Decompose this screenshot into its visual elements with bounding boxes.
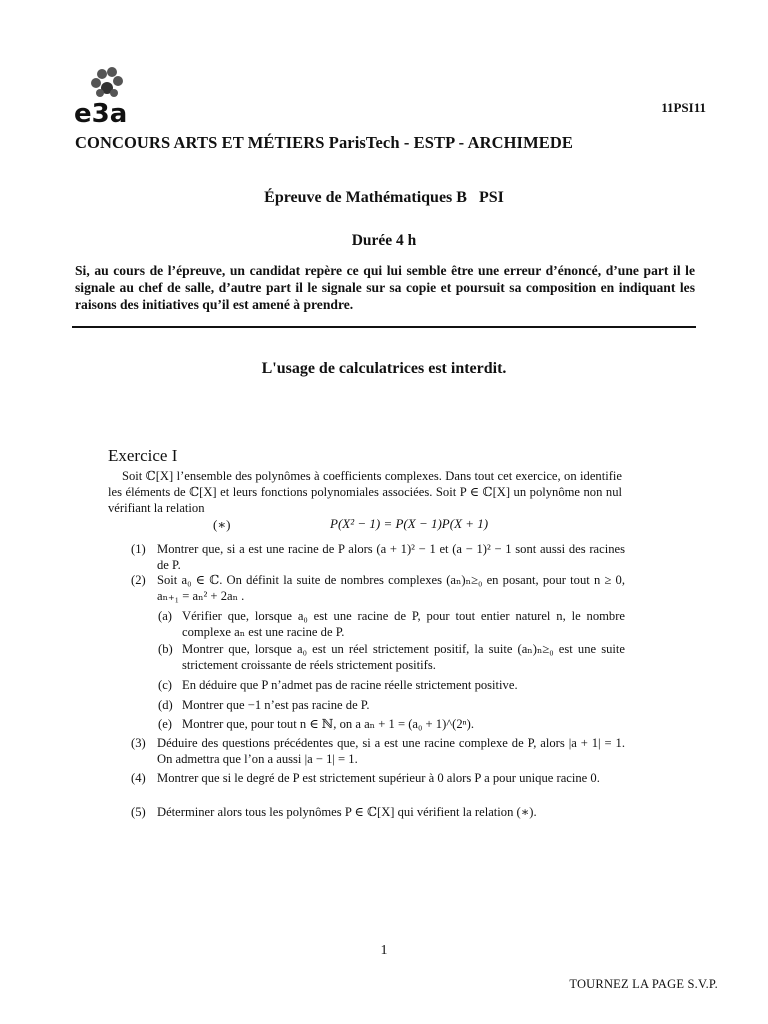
question-text: Montrer que, lorsque a₀ est un réel strictement positif, la suite (aₙ)ₙ≥₀ est une suite strictement croissante de réels strictement positifs.	[182, 642, 625, 672]
turn-page-note: TOURNEZ LA PAGE S.V.P.	[569, 977, 718, 991]
question-number: (3)	[131, 736, 146, 750]
question-number: (e)	[158, 717, 172, 731]
question-text: Déterminer alors tous les polynômes P ∈ ℂ[X] qui vérifient la relation (∗).	[157, 805, 537, 819]
question-text: En déduire que P n’admet pas de racine réelle strictement positive.	[182, 678, 518, 692]
question-2d	[158, 697, 625, 713]
question-text: Vérifier que, lorsque a₀ est une racine de P, pour tout entier naturel n, le nombre complexe aₙ est une racine de P.	[182, 609, 625, 639]
question-4	[131, 770, 625, 786]
question-text: Montrer que −1 n’est pas racine de P.	[182, 698, 370, 712]
question-2c	[158, 677, 625, 693]
question-2a	[158, 608, 625, 640]
question-1	[131, 541, 625, 573]
error-warning: Si, au cours de l’épreuve, un candidat repère ce qui lui semble être une erreur d’énoncé, d’une part il le signale au chef de salle, d’autre part il le signale sur sa copie et poursuit sa composition en indiquant les raisons des initiatives qu’il est amené à prendre.	[75, 263, 695, 312]
question-text: Déduire des questions précédentes que, si a est une racine complexe de P, alors |a + 1| = 1. On admettra que l’on a aussi |a − 1| = 1.	[157, 736, 625, 766]
question-number: (a)	[158, 609, 172, 623]
question-number: (d)	[158, 698, 173, 712]
question-number: (2)	[131, 573, 146, 587]
question-2b	[158, 641, 625, 673]
question-number: (1)	[131, 542, 146, 556]
concours-title: CONCOURS ARTS ET MÉTIERS ParisTech - ESTP - ARCHIMEDE	[75, 133, 573, 152]
logo-wordmark: e3a	[74, 99, 128, 126]
question-text: Montrer que si le degré de P est strictement supérieur à 0 alors P a pour unique racine 0.	[157, 771, 600, 785]
question-number: (4)	[131, 771, 146, 785]
duration: Durée 4 h	[351, 232, 417, 249]
question-3	[131, 735, 625, 767]
exercise-title: Exercice I	[108, 446, 178, 465]
relation-equation: P(X² − 1) = P(X − 1)P(X + 1)	[330, 516, 489, 531]
calculator-notice: L'usage de calculatrices est interdit.	[261, 360, 507, 377]
question-5	[131, 804, 625, 820]
question-text: Montrer que, si a est une racine de P alors (a + 1)² − 1 et (a − 1)² − 1 sont aussi des racines de P.	[157, 542, 625, 572]
question-number: (5)	[131, 805, 146, 819]
relation-tag: (∗)	[213, 517, 231, 532]
question-2e	[158, 716, 625, 732]
separator-rule	[72, 326, 696, 328]
question-text: Soit a₀ ∈ ℂ. On définit la suite de nombres complexes (aₙ)ₙ≥₀ en posant, pour tout n ≥ 0, aₙ₊₁ = aₙ² + 2aₙ .	[157, 573, 625, 603]
exercise-intro: Soit ℂ[X] l’ensemble des polynômes à coefficients complexes. Dans tout cet exercice, on identifie les éléments de ℂ[X] et leurs fonctions polynomiales associées. Soit P ∈ ℂ[X] un polynôme non nul vérifiant la relation	[108, 469, 622, 515]
exam-code: 11PSI11	[661, 100, 706, 115]
page-number: 1	[380, 943, 388, 958]
e3a-logo	[72, 66, 152, 126]
question-number: (c)	[158, 678, 172, 692]
epreuve-title: Épreuve de Mathématiques B PSI	[264, 189, 504, 206]
question-2	[131, 572, 625, 604]
question-text: Montrer que, pour tout n ∈ ℕ, on a aₙ + 1 = (a₀ + 1)^(2ⁿ).	[182, 717, 474, 731]
question-number: (b)	[158, 642, 173, 656]
e3a-logo-emblem	[72, 66, 152, 126]
